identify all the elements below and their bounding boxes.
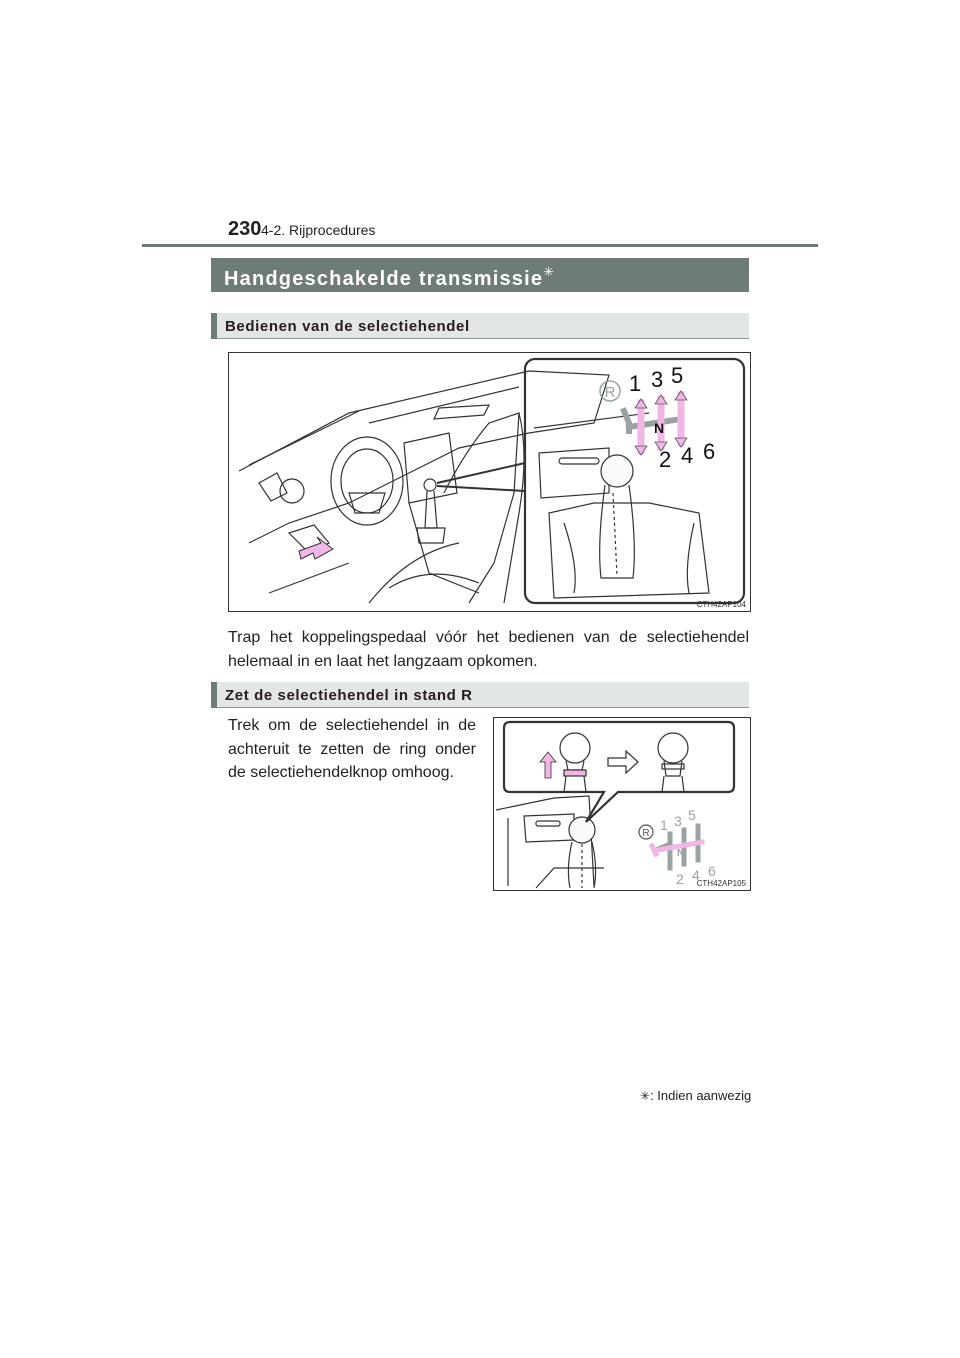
section-heading-text: Bedienen van de selectiehendel [225,318,470,335]
gear-label-n: N [677,848,685,859]
page-title-text: Handgeschakelde transmissie [224,268,544,290]
section-heading-operate-lever [211,313,749,339]
section-body-text: Trap het koppelingspedaal vóór het bedienen van de selectiehendel helemaal in en laat het langzaam opkomen. [228,629,749,670]
figure-reverse-ring [493,717,751,891]
figure-code: CTH42AP104 [696,600,746,609]
gear-label-3: 3 [674,813,682,829]
gear-label-5: 5 [671,363,684,388]
section-heading-reverse [211,682,749,708]
gear-label-4: 4 [692,867,700,883]
optional-marker-icon: ✳ [640,1089,651,1103]
reverse-illustration [494,718,750,890]
figure-code: CTH42AP105 [696,879,746,888]
gear-label-1: 1 [660,817,668,833]
page-title [211,258,749,292]
gear-label-1: 1 [629,371,642,396]
optional-marker-icon: ✳ [543,264,556,279]
header-divider [142,244,818,247]
gear-label-r: R [604,384,616,401]
page-number: 230 [228,218,262,240]
gear-label-3: 3 [651,367,664,392]
cabin-illustration [229,353,750,611]
footnote-text: : Indien aanwezig [650,1088,752,1103]
footnote [640,1088,751,1103]
gear-label-5: 5 [688,807,696,823]
gear-label-2: 2 [676,871,684,887]
gear-label-n: N [654,420,665,436]
gear-label-4: 4 [681,443,694,468]
gear-label-2: 2 [659,447,672,472]
section-body-text: Trek om de selectiehendel in de achteruit te zetten de ring onder de selectiehendelknop omhoog. [228,717,476,781]
section-breadcrumb: 4-2. Rijprocedures [261,222,376,238]
gear-label-6: 6 [703,439,716,464]
section-heading-text: Zet de selectiehendel in stand R [225,687,473,704]
figure-cabin-shift-lever [228,352,751,612]
gear-label-6: 6 [708,863,716,879]
gear-label-r: R [642,828,650,839]
